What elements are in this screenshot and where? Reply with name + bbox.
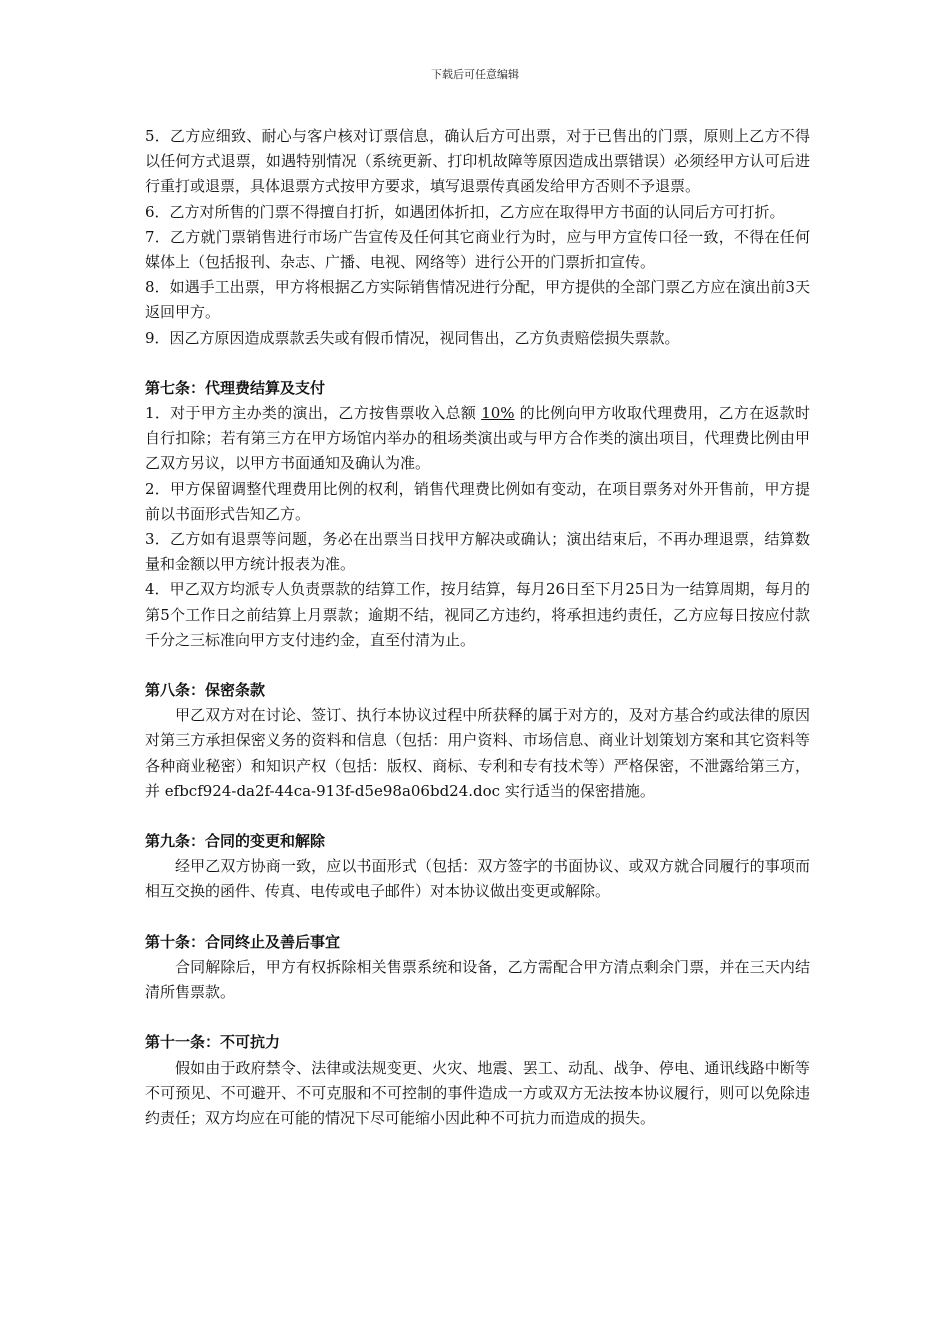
agency-fee-rate: 10% bbox=[481, 404, 515, 423]
clause7-item-1-post: 的比例向甲方收取代理费用，乙方在返款时自行扣除；若有第三方在甲方场馆内举办的租场类演出或与甲方合作类的演出项目，代理费比例由甲乙双方另议，以甲方书面通知及确认为准。 bbox=[145, 404, 810, 473]
page-header: 下载后可任意编辑 bbox=[431, 68, 519, 81]
clause7-item-1 bbox=[145, 401, 810, 477]
clause7-item-2: 2．甲方保留调整代理费用比例的权利，销售代理费比例如有变动，在项目票务对外开售前，甲方提前以书面形式告知乙方。 bbox=[145, 479, 810, 523]
clause11-body: 假如由于政府禁令、法律或法规变更、火灾、地震、罢工、动乱、战争、停电、通讯线路中断等不可预见、不可避开、不可克服和不可控制的事件造成一方或双方无法按本协议履行，则可以免除违约责任；双方均应在可能的情况下尽可能缩小因此种不可抗力而造成的损失。 bbox=[145, 1058, 810, 1127]
clause6-item-5: 5．乙方应细致、耐心与客户核对订票信息，确认后方可出票，对于已售出的门票，原则上乙方不得以任何方式退票，如遇特别情况（系统更新、打印机故障等原因造成出票错误）必须经甲方认可后进行重打或退票，具体退票方式按甲方要求，填写退票传真函发给甲方否则不予退票。 bbox=[145, 127, 810, 196]
clause10-title: 第十条：合同终止及善后事宜 bbox=[145, 932, 341, 951]
clause7-item-3: 3．乙方如有退票等问题，务必在出票当日找甲方解决或确认；演出结束后，不再办理退票，结算数量和金额以甲方统计报表为准。 bbox=[145, 530, 810, 574]
clause6-item-8: 8．如遇手工出票，甲方将根据乙方实际销售情况进行分配，甲方提供的全部门票乙方应在演出前3天返回甲方。 bbox=[145, 278, 810, 322]
clause11-title: 第十一条：不可抗力 bbox=[145, 1033, 281, 1052]
clause8-body: 甲乙双方对在讨论、签订、执行本协议过程中所获释的属于对方的，及对方基合约或法律的原因对第三方承担保密义务的资料和信息（包括：用户资料、市场信息、商业计划策划方案和其它资料等各种商业秘密）和知识产权（包括：版权、商标、专利和专有技术等）严格保密，不泄露给第三方，并 efbcf924-da2f-44ca-913f-d5e98a06bd24.doc 实行适当的保密措施。 bbox=[145, 706, 810, 800]
clause10-body: 合同解除后，甲方有权拆除相关售票系统和设备，乙方需配合甲方清点剩余门票，并在三天内结清所售票款。 bbox=[145, 957, 810, 1002]
clause8-title: 第八条：保密条款 bbox=[145, 681, 266, 700]
clause9-body: 经甲乙双方协商一致，应以书面形式（包括：双方签字的书面协议、或双方就合同履行的事项而相互交换的函件、传真、电传或电子邮件）对本协议做出变更或解除。 bbox=[145, 857, 810, 901]
clause7-title: 第七条：代理费结算及支付 bbox=[145, 378, 326, 397]
clause6-item-6: 6．乙方对所售的门票不得擅自打折，如遇团体折扣，乙方应在取得甲方书面的认同后方可打折。 bbox=[145, 202, 785, 221]
clause6-item-9: 9．因乙方原因造成票款丢失或有假币情况，视同售出，乙方负责赔偿损失票款。 bbox=[145, 328, 680, 347]
clause6-item-7: 7．乙方就门票销售进行市场广告宣传及任何其它商业行为时，应与甲方宣传口径一致，不得在任何媒体上（包括报刊、杂志、广播、电视、网络等）进行公开的门票折扣宣传。 bbox=[145, 227, 810, 272]
clause7-item-1-pre: 1．对于甲方主办类的演出，乙方按售票收入总额 bbox=[145, 404, 482, 423]
clause9-title: 第九条：合同的变更和解除 bbox=[145, 832, 326, 851]
document-body bbox=[145, 124, 810, 1131]
clause7-item-4: 4．甲乙双方均派专人负责票款的结算工作，按月结算，每月26日至下月25日为一结算周期，每月的第5个工作日之前结算上月票款；逾期不结，视同乙方违约，将承担违约责任，乙方应每日按应付款千分之三标准向甲方支付违约金，直至付清为止。 bbox=[145, 580, 810, 649]
